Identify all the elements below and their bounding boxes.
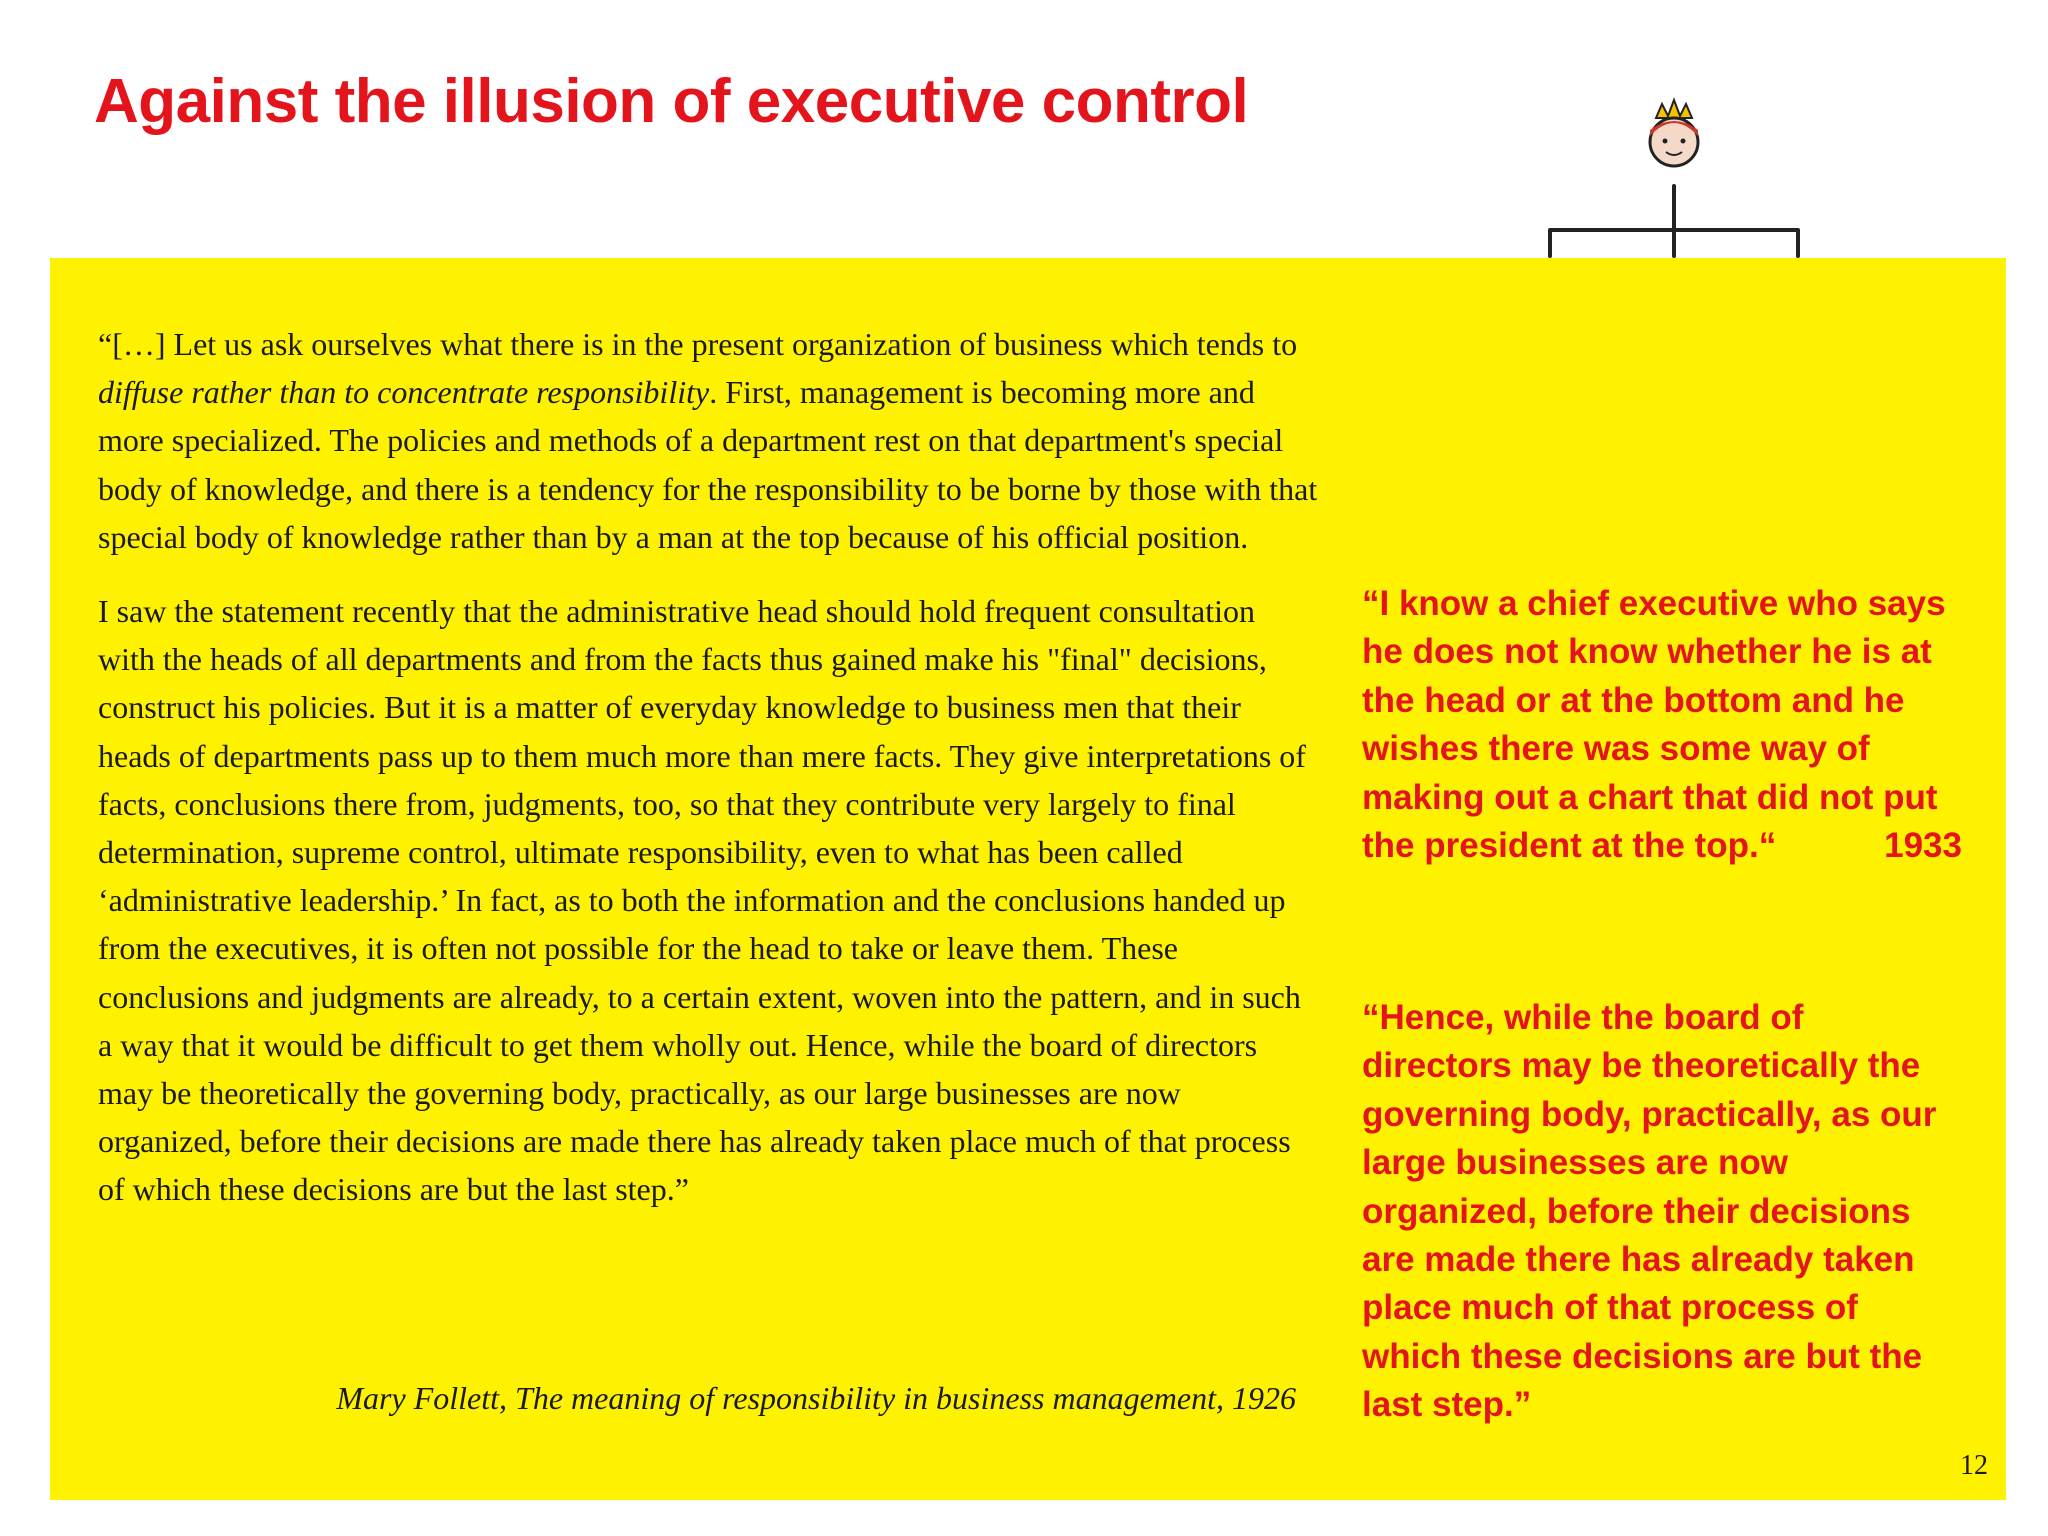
quote-p1-emphasis: diffuse rather than to concentrate responsibility: [98, 374, 710, 411]
side-quote-1-year: 1933: [1884, 826, 1962, 866]
page-number: 12: [1960, 1450, 1988, 1481]
quote-p1-end: . First, management is becoming more and more specialized. The policies and methods of a department rest on that department's special body of knowledge, and there is a tendency for the responsibility to be borne by those with that special body of knowledge rather than by a man at the top because of his official position.: [98, 374, 1318, 555]
page-title: Against the illusion of executive control: [94, 67, 1249, 136]
quote-paragraph-2: I saw the statement recently that the administrative head should hold frequent consultation with the heads of all departments and from the facts thus gained make his "final" decisions, construct his policies. But it is a matter of everyday knowledge to business men that their heads of departments pass up to them much more than mere facts. They give interpretations of facts, conclusions there from, judgments, too, so that they contribute very largely to final determination, supreme control, ultimate responsibility, even to what has been called ‘administrative leadership.’ In fact, as to both the information and the conclusions handed up from the executives, it is often not possible for the head to take or leave them. These conclusions and judgments are already, to a certain extent, woven into the pattern, and in such a way that it would be difficult to get them wholly out. Hence, while the board of directors may be theoretically the governing body, practically, as our large businesses are now organized, before their decisions are made there has already taken place much of that process of which these decisions are but the last step.”: [98, 593, 1306, 1208]
follett-quote: [98, 320, 1318, 1214]
side-quote-2: “Hence, while the board of directors may be theoretically the governing body, practically, as our large businesses are now organized, before their decisions are made there has already taken place much of that process of which these decisions are but the last step.”: [1362, 998, 1937, 1425]
side-quote-1-text: “I know a chief executive who says he does not know whether he is at the head or at the bottom and he wishes there was some way of making out a chart that did not put the president at the top.“: [1362, 584, 1946, 866]
king-face-icon: [1650, 100, 1698, 166]
quote-paragraph-1: [98, 320, 1318, 561]
side-quote-1: [1362, 580, 1962, 870]
quote-p1-start: “[…] Let us ask ourselves what there is in the present organization of business which tends to: [98, 326, 1298, 362]
quote-attribution: Mary Follett, The meaning of responsibility in business management, 1926: [336, 1380, 1296, 1416]
